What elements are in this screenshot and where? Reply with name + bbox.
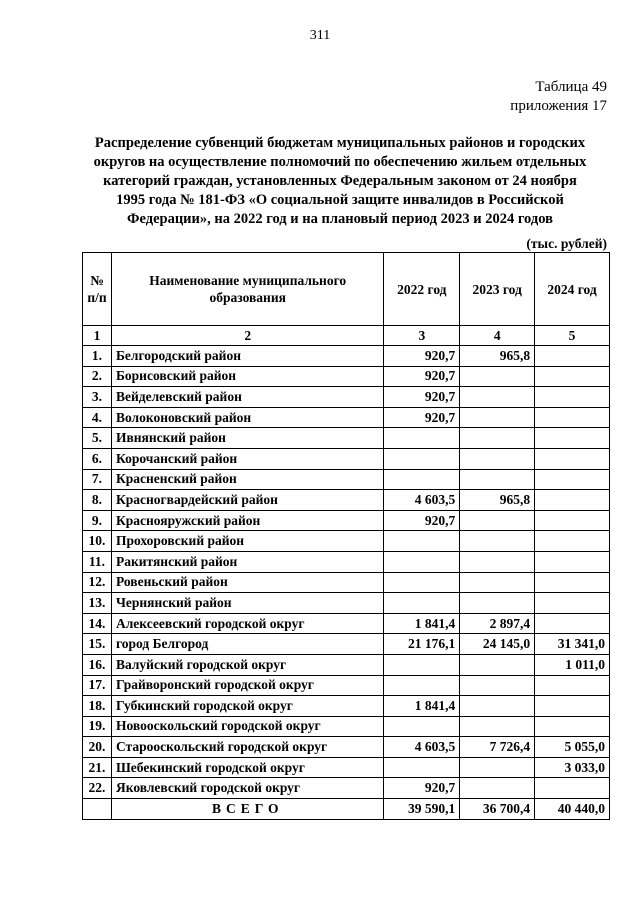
- table-row: [83, 593, 610, 614]
- table-row: [83, 448, 610, 469]
- value-2022: [384, 469, 460, 490]
- column-number: 1: [83, 326, 112, 346]
- value-2023: [460, 407, 535, 428]
- row-number: 3.: [83, 387, 112, 408]
- header-name: [111, 253, 383, 326]
- municipality-name: Белгородский район: [111, 346, 383, 367]
- total-number-cell: [83, 799, 112, 820]
- value-2022: [384, 593, 460, 614]
- row-number: 18.: [83, 696, 112, 717]
- value-2022: 1 841,4: [384, 696, 460, 717]
- header-2024: 2024 год: [535, 253, 610, 326]
- table-row: [83, 654, 610, 675]
- value-2022: 920,7: [384, 778, 460, 799]
- column-number: 4: [460, 326, 535, 346]
- table-row: [83, 634, 610, 655]
- table-row: [83, 366, 610, 387]
- column-number: 5: [535, 326, 610, 346]
- value-2024: [535, 448, 610, 469]
- value-2024: [535, 675, 610, 696]
- value-2024: [535, 551, 610, 572]
- value-2024: [535, 469, 610, 490]
- units-label: (тыс. рублей): [526, 236, 607, 251]
- total-row: [83, 799, 610, 820]
- municipality-name: Корочанский район: [111, 448, 383, 469]
- municipality-name: Новооскольский городской округ: [111, 716, 383, 737]
- value-2022: 920,7: [384, 346, 460, 367]
- municipality-name: Чернянский район: [111, 593, 383, 614]
- value-2022: 21 176,1: [384, 634, 460, 655]
- value-2024: [535, 696, 610, 717]
- row-number: 9.: [83, 510, 112, 531]
- table-row: [83, 469, 610, 490]
- column-number: 3: [384, 326, 460, 346]
- row-number: 7.: [83, 469, 112, 490]
- row-number: 22.: [83, 778, 112, 799]
- header-2022: 2022 год: [384, 253, 460, 326]
- value-2022: 920,7: [384, 510, 460, 531]
- value-2023: 2 897,4: [460, 613, 535, 634]
- value-2022: [384, 654, 460, 675]
- row-number: 15.: [83, 634, 112, 655]
- value-2023: [460, 593, 535, 614]
- table-row: [83, 490, 610, 511]
- municipality-name: Краснояружский район: [111, 510, 383, 531]
- municipality-name: Губкинский городской округ: [111, 696, 383, 717]
- value-2024: [535, 387, 610, 408]
- table-row: [83, 613, 610, 634]
- table-row: [83, 675, 610, 696]
- header-2023: 2023 год: [460, 253, 535, 326]
- value-2022: 4 603,5: [384, 737, 460, 758]
- value-2022: [384, 716, 460, 737]
- table-row: [83, 716, 610, 737]
- value-2024: [535, 613, 610, 634]
- municipality-name: Красненский район: [111, 469, 383, 490]
- value-2022: 920,7: [384, 366, 460, 387]
- value-2023: [460, 469, 535, 490]
- value-2023: [460, 510, 535, 531]
- row-number: 19.: [83, 716, 112, 737]
- row-number: 12.: [83, 572, 112, 593]
- municipality-name: Прохоровский район: [111, 531, 383, 552]
- value-2023: 7 726,4: [460, 737, 535, 758]
- column-number-row: [83, 326, 610, 346]
- municipality-name: Старооскольский городской округ: [111, 737, 383, 758]
- municipality-name: Борисовский район: [111, 366, 383, 387]
- value-2024: [535, 366, 610, 387]
- value-2022: 4 603,5: [384, 490, 460, 511]
- value-2023: [460, 572, 535, 593]
- table-row: [83, 407, 610, 428]
- municipality-name: Яковлевский городской округ: [111, 778, 383, 799]
- value-2023: [460, 757, 535, 778]
- table-row: [83, 387, 610, 408]
- row-number: 4.: [83, 407, 112, 428]
- municipality-name: Грайворонский городской округ: [111, 675, 383, 696]
- value-2022: [384, 757, 460, 778]
- title-line: Федерации», на 2022 год и на плановый период 2023 и 2024 годов: [127, 211, 553, 227]
- table-row: [83, 346, 610, 367]
- row-number: 5.: [83, 428, 112, 449]
- row-number: 21.: [83, 757, 112, 778]
- value-2023: [460, 448, 535, 469]
- value-2022: 920,7: [384, 387, 460, 408]
- appendix-label: приложения 17: [510, 98, 607, 114]
- municipality-name: Ракитянский район: [111, 551, 383, 572]
- value-2024: 5 055,0: [535, 737, 610, 758]
- value-2022: 920,7: [384, 407, 460, 428]
- total-2023: 36 700,4: [460, 799, 535, 820]
- value-2023: [460, 387, 535, 408]
- total-2024: 40 440,0: [535, 799, 610, 820]
- value-2024: [535, 346, 610, 367]
- value-2023: [460, 531, 535, 552]
- title-line: 1995 года № 181-ФЗ «О социальной защите инвалидов в Российской: [116, 192, 564, 208]
- value-2023: [460, 551, 535, 572]
- value-2022: [384, 551, 460, 572]
- table-row: [83, 531, 610, 552]
- value-2023: [460, 716, 535, 737]
- value-2024: 1 011,0: [535, 654, 610, 675]
- value-2023: [460, 778, 535, 799]
- value-2024: [535, 510, 610, 531]
- row-number: 20.: [83, 737, 112, 758]
- table-row: [83, 757, 610, 778]
- municipality-name: Вейделевский район: [111, 387, 383, 408]
- table-caption: [510, 78, 607, 116]
- value-2024: 31 341,0: [535, 634, 610, 655]
- value-2022: [384, 531, 460, 552]
- value-2024: [535, 572, 610, 593]
- header-number: [83, 253, 112, 326]
- value-2023: 965,8: [460, 346, 535, 367]
- municipality-name: Алексеевский городской округ: [111, 613, 383, 634]
- value-2024: [535, 531, 610, 552]
- value-2024: [535, 428, 610, 449]
- total-2022: 39 590,1: [384, 799, 460, 820]
- title-line: категорий граждан, установленных Федеральным законом от 24 ноября: [103, 173, 577, 189]
- municipality-name: город Белгород: [111, 634, 383, 655]
- header-number-line2: п/п: [87, 290, 107, 305]
- value-2023: [460, 696, 535, 717]
- total-label: ВСЕГО: [111, 799, 383, 820]
- row-number: 17.: [83, 675, 112, 696]
- value-2024: [535, 593, 610, 614]
- row-number: 10.: [83, 531, 112, 552]
- row-number: 16.: [83, 654, 112, 675]
- table-row: [83, 510, 610, 531]
- table-row: [83, 551, 610, 572]
- table-row: [83, 428, 610, 449]
- value-2022: 1 841,4: [384, 613, 460, 634]
- row-number: 6.: [83, 448, 112, 469]
- row-number: 2.: [83, 366, 112, 387]
- value-2023: 24 145,0: [460, 634, 535, 655]
- table-row: [83, 737, 610, 758]
- row-number: 11.: [83, 551, 112, 572]
- table-row: [83, 572, 610, 593]
- value-2022: [384, 675, 460, 696]
- title-line: Распределение субвенций бюджетам муниципальных районов и городских: [94, 135, 586, 151]
- municipality-name: Красногвардейский район: [111, 490, 383, 511]
- header-name-line2: образования: [209, 290, 286, 305]
- table-row: [83, 696, 610, 717]
- value-2023: [460, 675, 535, 696]
- column-number: 2: [111, 326, 383, 346]
- title-line: округов на осуществление полномочий по обеспечению жильем отдельных: [93, 154, 587, 170]
- value-2022: [384, 572, 460, 593]
- subvention-table: [82, 252, 610, 820]
- table-label: Таблица 49: [535, 79, 607, 95]
- municipality-name: Шебекинский городской округ: [111, 757, 383, 778]
- row-number: 1.: [83, 346, 112, 367]
- value-2022: [384, 448, 460, 469]
- municipality-name: Волоконовский район: [111, 407, 383, 428]
- municipality-name: Валуйский городской округ: [111, 654, 383, 675]
- header-row: [83, 253, 610, 326]
- row-number: 14.: [83, 613, 112, 634]
- header-name-line1: Наименование муниципального: [149, 273, 347, 288]
- value-2023: [460, 654, 535, 675]
- value-2023: [460, 428, 535, 449]
- row-number: 13.: [83, 593, 112, 614]
- value-2024: [535, 716, 610, 737]
- value-2023: [460, 366, 535, 387]
- header-number-line1: №: [90, 273, 104, 288]
- value-2024: [535, 490, 610, 511]
- municipality-name: Ровеньский район: [111, 572, 383, 593]
- municipality-name: Ивнянский район: [111, 428, 383, 449]
- row-number: 8.: [83, 490, 112, 511]
- table-row: [83, 778, 610, 799]
- page-number: 311: [309, 28, 331, 43]
- value-2023: 965,8: [460, 490, 535, 511]
- value-2024: [535, 407, 610, 428]
- value-2024: 3 033,0: [535, 757, 610, 778]
- value-2024: [535, 778, 610, 799]
- document-title: [80, 134, 600, 229]
- value-2022: [384, 428, 460, 449]
